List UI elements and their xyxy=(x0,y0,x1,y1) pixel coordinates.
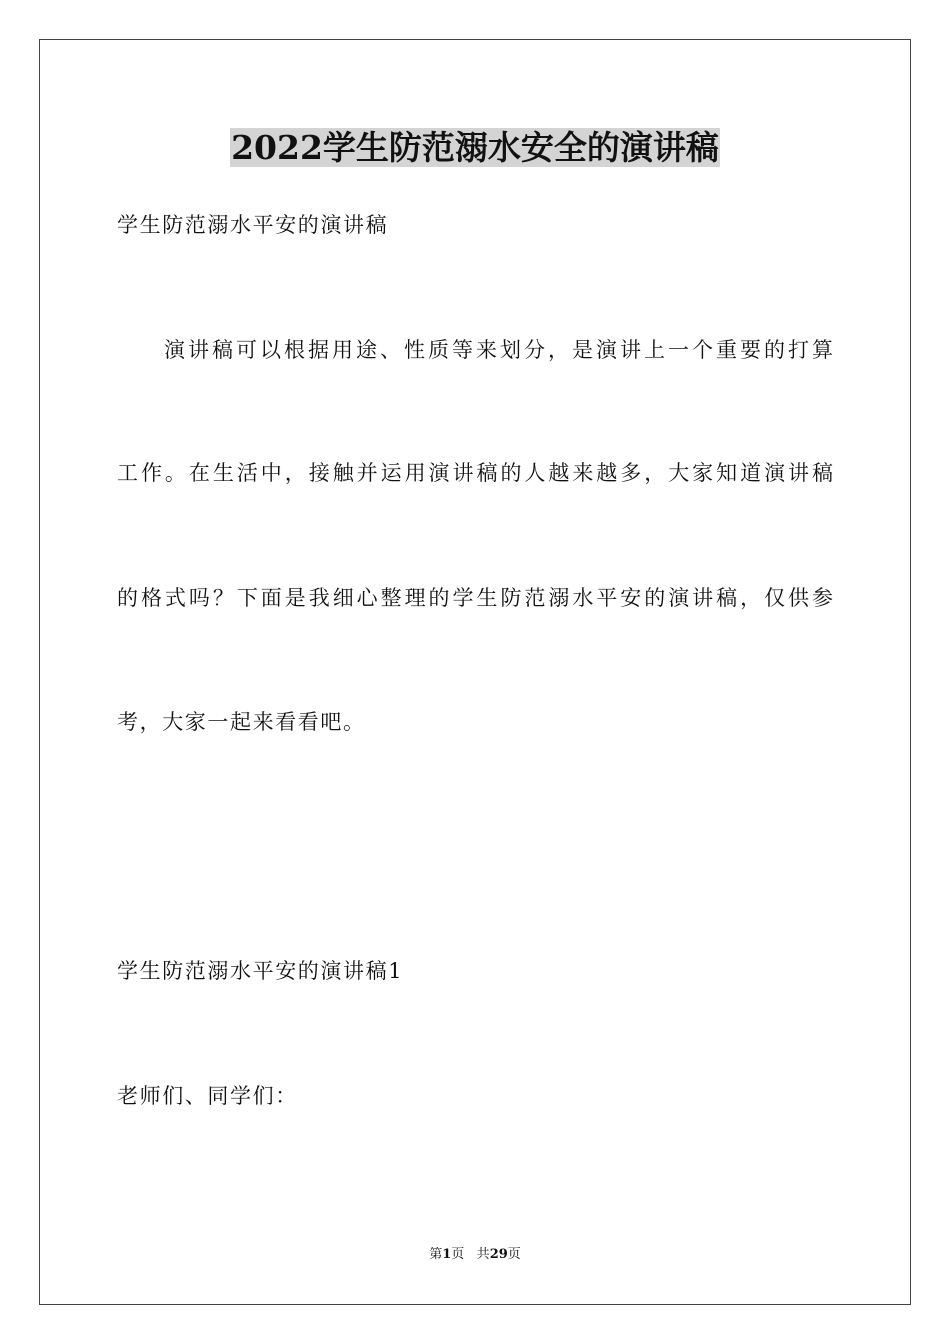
page-footer xyxy=(0,1246,950,1264)
intro-line-4: 考，大家一起来看看吧。 xyxy=(117,710,366,734)
intro-line-2: 工作。在生活中，接触并运用演讲稿的人越来越多，大家知道演讲稿 xyxy=(117,461,833,485)
footer-page-number: 1 xyxy=(442,1247,452,1262)
intro-line-1: 演讲稿可以根据用途、性质等来划分，是演讲上一个重要的打算 xyxy=(164,338,833,362)
footer-page-prefix: 第 xyxy=(429,1247,443,1262)
intro-line-3: 的格式吗？下面是我细心整理的学生防范溺水平安的演讲稿，仅供参 xyxy=(117,586,833,610)
section-heading: 学生防范溺水平安的演讲稿1 xyxy=(117,959,404,983)
footer-page-suffix: 页 xyxy=(451,1247,465,1262)
footer-total-suffix: 页 xyxy=(507,1247,521,1262)
document-title xyxy=(0,126,950,170)
document-title-text: 2022学生防范溺水安全的演讲稿 xyxy=(231,128,719,167)
footer-total-pages: 29 xyxy=(489,1247,508,1262)
salutation: 老师们、同学们： xyxy=(117,1084,298,1108)
document-subtitle: 学生防范溺水平安的演讲稿 xyxy=(117,213,389,237)
footer-total-prefix: 共 xyxy=(476,1247,490,1262)
